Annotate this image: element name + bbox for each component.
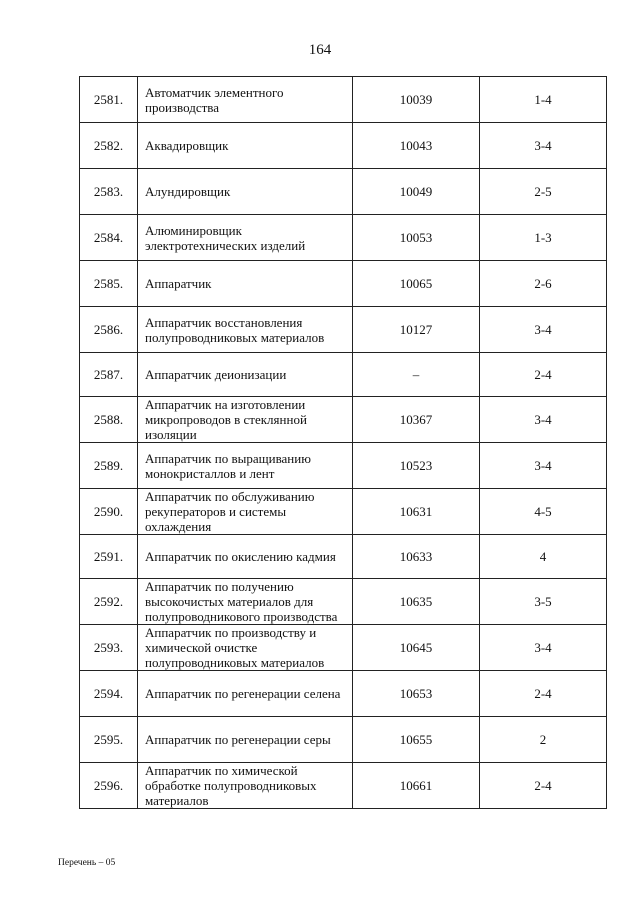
profession-code: 10127 [353, 307, 480, 353]
grade-range: 1-3 [480, 215, 607, 261]
grade-range: 3-5 [480, 579, 607, 625]
row-number: 2581. [80, 77, 138, 123]
table-row [80, 763, 607, 809]
grade-range: 4 [480, 535, 607, 579]
profession-name: Алюминировщик электротехнических изделий [138, 215, 353, 261]
profession-code: – [353, 353, 480, 397]
profession-name: Аппаратчик по обслуживанию рекуператоров и системы охлаждения [138, 489, 353, 535]
table-row [80, 353, 607, 397]
row-number: 2596. [80, 763, 138, 809]
grade-range: 2-6 [480, 261, 607, 307]
table-row [80, 579, 607, 625]
row-number: 2588. [80, 397, 138, 443]
profession-code: 10653 [353, 671, 480, 717]
profession-name: Алундировщик [138, 169, 353, 215]
profession-name: Аппаратчик по производству и химической очистке полупроводниковых материалов [138, 625, 353, 671]
profession-name: Аппаратчик [138, 261, 353, 307]
table-row [80, 535, 607, 579]
table-row [80, 261, 607, 307]
grade-range: 3-4 [480, 397, 607, 443]
row-number: 2583. [80, 169, 138, 215]
row-number: 2585. [80, 261, 138, 307]
profession-code: 10661 [353, 763, 480, 809]
profession-name: Автоматчик элементного производства [138, 77, 353, 123]
grade-range: 3-4 [480, 443, 607, 489]
grade-range: 2 [480, 717, 607, 763]
row-number: 2595. [80, 717, 138, 763]
table-row [80, 215, 607, 261]
grade-range: 2-4 [480, 671, 607, 717]
profession-name: Аппаратчик по выращиванию монокристаллов и лент [138, 443, 353, 489]
grade-range: 2-4 [480, 353, 607, 397]
table-row [80, 443, 607, 489]
grade-range: 2-4 [480, 763, 607, 809]
row-number: 2582. [80, 123, 138, 169]
grade-range: 3-4 [480, 123, 607, 169]
profession-code: 10645 [353, 625, 480, 671]
table-row [80, 307, 607, 353]
profession-code: 10367 [353, 397, 480, 443]
profession-table [79, 76, 607, 809]
table-row [80, 77, 607, 123]
footer-note: Перечень – 05 [58, 858, 116, 868]
row-number: 2593. [80, 625, 138, 671]
profession-name: Аквадировщик [138, 123, 353, 169]
grade-range: 2-5 [480, 169, 607, 215]
profession-name: Аппаратчик деионизации [138, 353, 353, 397]
row-number: 2591. [80, 535, 138, 579]
profession-name: Аппаратчик по получению высокочистых материалов для полупроводникового производства [138, 579, 353, 625]
row-number: 2586. [80, 307, 138, 353]
profession-name: Аппаратчик восстановления полупроводниковых материалов [138, 307, 353, 353]
profession-code: 10523 [353, 443, 480, 489]
table-row [80, 625, 607, 671]
profession-code: 10631 [353, 489, 480, 535]
profession-code: 10633 [353, 535, 480, 579]
row-number: 2592. [80, 579, 138, 625]
grade-range: 1-4 [480, 77, 607, 123]
profession-code: 10635 [353, 579, 480, 625]
profession-code: 10049 [353, 169, 480, 215]
table-row [80, 489, 607, 535]
profession-code: 10043 [353, 123, 480, 169]
profession-code: 10039 [353, 77, 480, 123]
table-row [80, 169, 607, 215]
profession-code: 10655 [353, 717, 480, 763]
row-number: 2589. [80, 443, 138, 489]
page-number: 164 [308, 42, 332, 58]
grade-range: 3-4 [480, 307, 607, 353]
profession-code: 10053 [353, 215, 480, 261]
table-row [80, 671, 607, 717]
row-number: 2584. [80, 215, 138, 261]
table-row [80, 123, 607, 169]
row-number: 2587. [80, 353, 138, 397]
row-number: 2590. [80, 489, 138, 535]
grade-range: 4-5 [480, 489, 607, 535]
profession-name: Аппаратчик по окислению кадмия [138, 535, 353, 579]
grade-range: 3-4 [480, 625, 607, 671]
row-number: 2594. [80, 671, 138, 717]
table-row [80, 397, 607, 443]
profession-name: Аппаратчик по регенерации селена [138, 671, 353, 717]
profession-name: Аппаратчик по регенерации серы [138, 717, 353, 763]
profession-name: Аппаратчик по химической обработке полупроводниковых материалов [138, 763, 353, 809]
profession-code: 10065 [353, 261, 480, 307]
profession-name: Аппаратчик на изготовлении микропроводов в стеклянной изоляции [138, 397, 353, 443]
table-row [80, 717, 607, 763]
table-body [80, 77, 607, 809]
